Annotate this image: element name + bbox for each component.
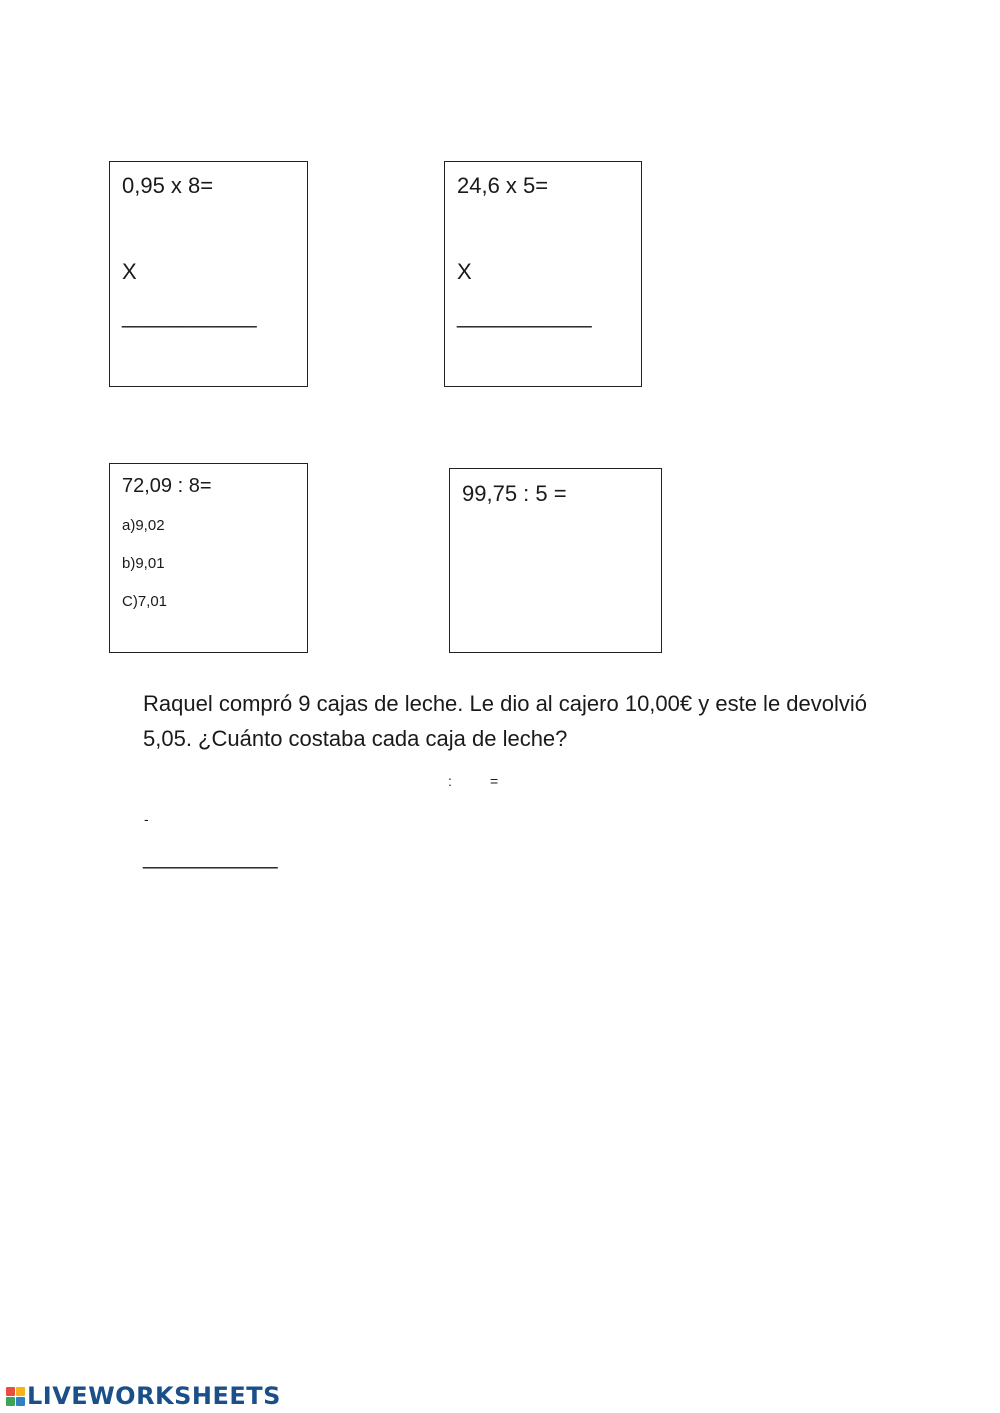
exercise-3-option-c[interactable]: C)7,01: [122, 593, 168, 610]
logo-block-green: [6, 1397, 15, 1406]
minus-sign: -: [144, 811, 149, 827]
division-colon: :: [448, 773, 452, 789]
exercise-3-option-a[interactable]: a)9,02: [122, 517, 165, 534]
word-problem-text: Raquel compró 9 cajas de leche. Le dio al cajero 10,00€ y este le devolvió 5,05. ¿Cuánto costaba cada caja de leche?: [143, 691, 868, 751]
logo-block-red: [6, 1387, 15, 1396]
exercise-1-multiply-sign: X: [122, 259, 137, 284]
exercise-1-expression: 0,95 x 8=: [122, 173, 214, 198]
problem-answer-line[interactable]: ___________: [143, 844, 278, 869]
exercise-1-answer-line[interactable]: ___________: [122, 303, 257, 328]
exercise-3-expression: 72,09 : 8=: [122, 475, 212, 497]
exercise-4-expression: 99,75 : 5 =: [462, 481, 567, 506]
logo-block-yellow: [16, 1387, 25, 1396]
exercise-2-answer-line[interactable]: ___________: [457, 303, 592, 328]
exercise-2-multiply-sign: X: [457, 259, 472, 284]
exercise-2-expression: 24,6 x 5=: [457, 173, 549, 198]
logo-block-blue: [16, 1397, 25, 1406]
liveworksheets-logo: [6, 1382, 281, 1410]
equals-sign: =: [490, 773, 499, 789]
logo-blocks-icon: [6, 1387, 25, 1406]
exercise-3-option-b[interactable]: b)9,01: [122, 555, 165, 572]
brand-name: LIVEWORKSHEETS: [27, 1382, 281, 1410]
